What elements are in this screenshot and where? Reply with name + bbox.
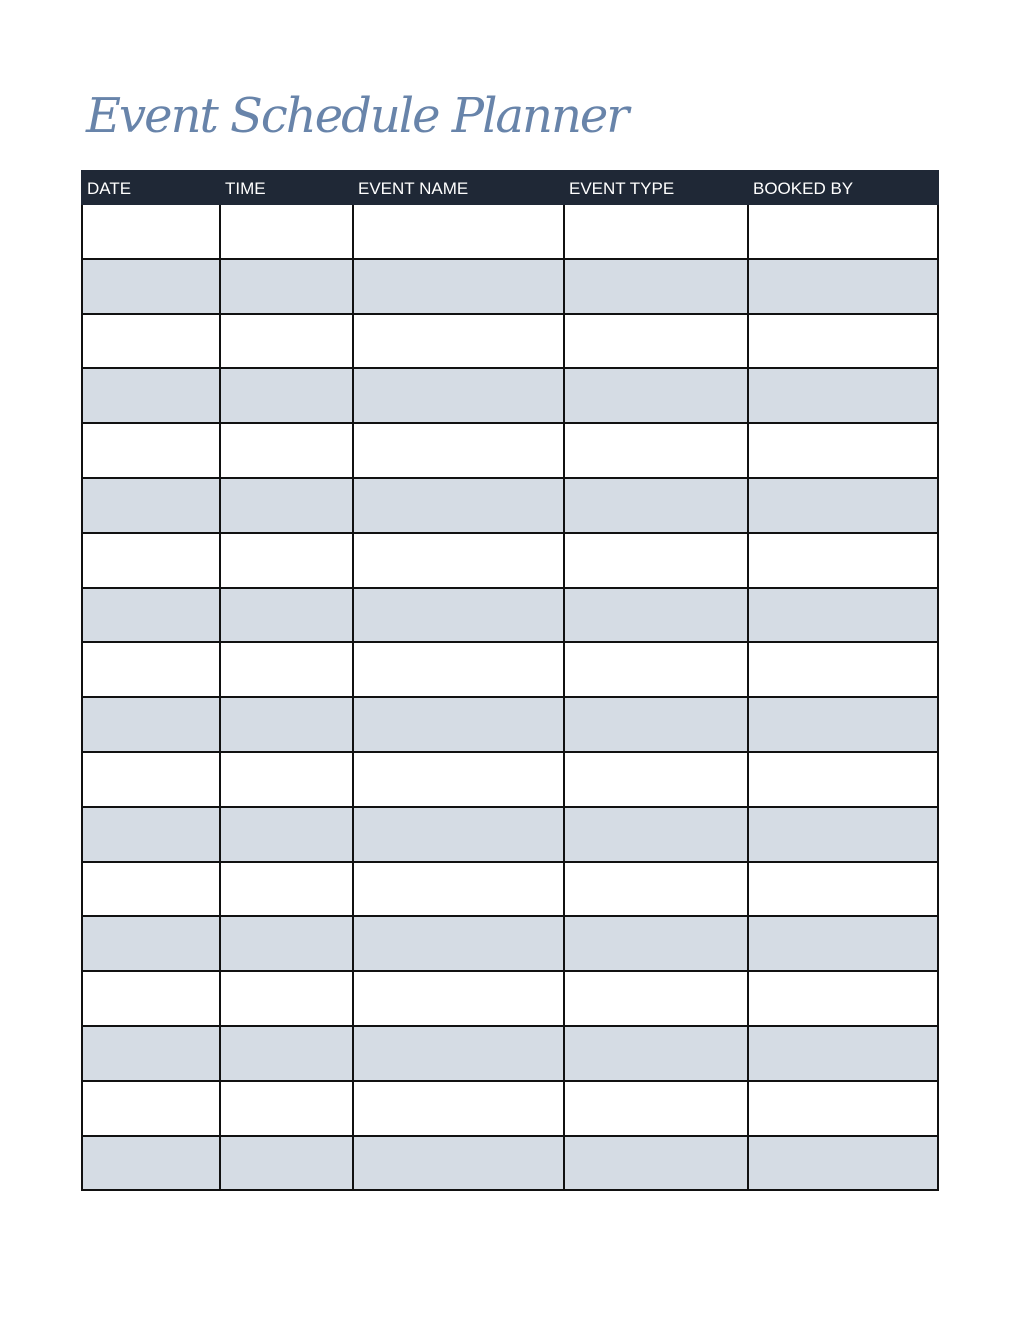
booked-by-cell[interactable] [748,697,938,752]
table-row [82,314,938,369]
event-name-cell[interactable] [353,971,564,1026]
date-cell[interactable] [82,642,220,697]
event-type-cell[interactable] [564,204,748,259]
table-row [82,204,938,259]
date-cell[interactable] [82,1136,220,1191]
date-cell[interactable] [82,368,220,423]
event-type-cell[interactable] [564,1136,748,1191]
date-cell[interactable] [82,259,220,314]
table-row [82,368,938,423]
time-cell[interactable] [220,971,353,1026]
event-type-cell[interactable] [564,807,748,862]
booked-by-cell[interactable] [748,1081,938,1136]
booked-by-cell[interactable] [748,314,938,369]
time-cell[interactable] [220,807,353,862]
event-type-cell[interactable] [564,368,748,423]
table-row [82,752,938,807]
event-type-cell[interactable] [564,1026,748,1081]
event-name-cell[interactable] [353,862,564,917]
time-cell[interactable] [220,1026,353,1081]
event-name-cell[interactable] [353,1136,564,1191]
time-cell[interactable] [220,259,353,314]
table-row [82,259,938,314]
booked-by-cell[interactable] [748,368,938,423]
table-header-row [82,171,938,204]
event-name-cell[interactable] [353,423,564,478]
time-cell[interactable] [220,642,353,697]
table-row [82,642,938,697]
event-type-cell[interactable] [564,697,748,752]
table-row [82,862,938,917]
table-row [82,423,938,478]
date-cell[interactable] [82,204,220,259]
time-cell[interactable] [220,916,353,971]
date-cell[interactable] [82,1026,220,1081]
time-cell[interactable] [220,1136,353,1191]
date-cell[interactable] [82,697,220,752]
event-type-cell[interactable] [564,862,748,917]
table-row [82,807,938,862]
event-type-cell[interactable] [564,314,748,369]
booked-by-cell[interactable] [748,423,938,478]
column-header-event-name: EVENT NAME [353,171,564,204]
date-cell[interactable] [82,533,220,588]
event-name-cell[interactable] [353,697,564,752]
date-cell[interactable] [82,971,220,1026]
booked-by-cell[interactable] [748,1136,938,1191]
booked-by-cell[interactable] [748,971,938,1026]
table-row [82,1026,938,1081]
booked-by-cell[interactable] [748,259,938,314]
table-row [82,478,938,533]
table-row [82,533,938,588]
time-cell[interactable] [220,588,353,643]
date-cell[interactable] [82,423,220,478]
time-cell[interactable] [220,1081,353,1136]
time-cell[interactable] [220,533,353,588]
event-schedule-table [81,170,939,1191]
booked-by-cell[interactable] [748,1026,938,1081]
booked-by-cell[interactable] [748,752,938,807]
event-type-cell[interactable] [564,588,748,643]
date-cell[interactable] [82,862,220,917]
event-name-cell[interactable] [353,259,564,314]
event-type-cell[interactable] [564,259,748,314]
table-row [82,1136,938,1191]
column-header-time: TIME [220,171,353,204]
event-name-cell[interactable] [353,916,564,971]
table-row [82,697,938,752]
table-body [82,204,938,1190]
event-name-cell[interactable] [353,204,564,259]
booked-by-cell[interactable] [748,916,938,971]
date-cell[interactable] [82,752,220,807]
event-name-cell[interactable] [353,807,564,862]
event-name-cell[interactable] [353,1081,564,1136]
time-cell[interactable] [220,862,353,917]
date-cell[interactable] [82,916,220,971]
time-cell[interactable] [220,423,353,478]
time-cell[interactable] [220,752,353,807]
date-cell[interactable] [82,478,220,533]
event-name-cell[interactable] [353,642,564,697]
date-cell[interactable] [82,1081,220,1136]
table-row [82,971,938,1026]
event-name-cell[interactable] [353,314,564,369]
date-cell[interactable] [82,588,220,643]
event-type-cell[interactable] [564,478,748,533]
table-row [82,588,938,643]
event-type-cell[interactable] [564,971,748,1026]
page-title: Event Schedule Planner [86,88,628,144]
booked-by-cell[interactable] [748,642,938,697]
column-header-booked-by: BOOKED BY [748,171,938,204]
booked-by-cell[interactable] [748,588,938,643]
event-type-cell[interactable] [564,423,748,478]
event-name-cell[interactable] [353,533,564,588]
booked-by-cell[interactable] [748,533,938,588]
table-row [82,1081,938,1136]
event-name-cell[interactable] [353,368,564,423]
event-name-cell[interactable] [353,588,564,643]
event-type-cell[interactable] [564,752,748,807]
booked-by-cell[interactable] [748,204,938,259]
time-cell[interactable] [220,368,353,423]
event-name-cell[interactable] [353,752,564,807]
booked-by-cell[interactable] [748,807,938,862]
booked-by-cell[interactable] [748,478,938,533]
column-header-date: DATE [82,171,220,204]
time-cell[interactable] [220,697,353,752]
event-name-cell[interactable] [353,478,564,533]
date-cell[interactable] [82,314,220,369]
event-name-cell[interactable] [353,1026,564,1081]
time-cell[interactable] [220,204,353,259]
event-type-cell[interactable] [564,1081,748,1136]
date-cell[interactable] [82,807,220,862]
booked-by-cell[interactable] [748,862,938,917]
time-cell[interactable] [220,478,353,533]
table-row [82,916,938,971]
event-type-cell[interactable] [564,533,748,588]
column-header-event-type: EVENT TYPE [564,171,748,204]
event-type-cell[interactable] [564,642,748,697]
event-type-cell[interactable] [564,916,748,971]
time-cell[interactable] [220,314,353,369]
